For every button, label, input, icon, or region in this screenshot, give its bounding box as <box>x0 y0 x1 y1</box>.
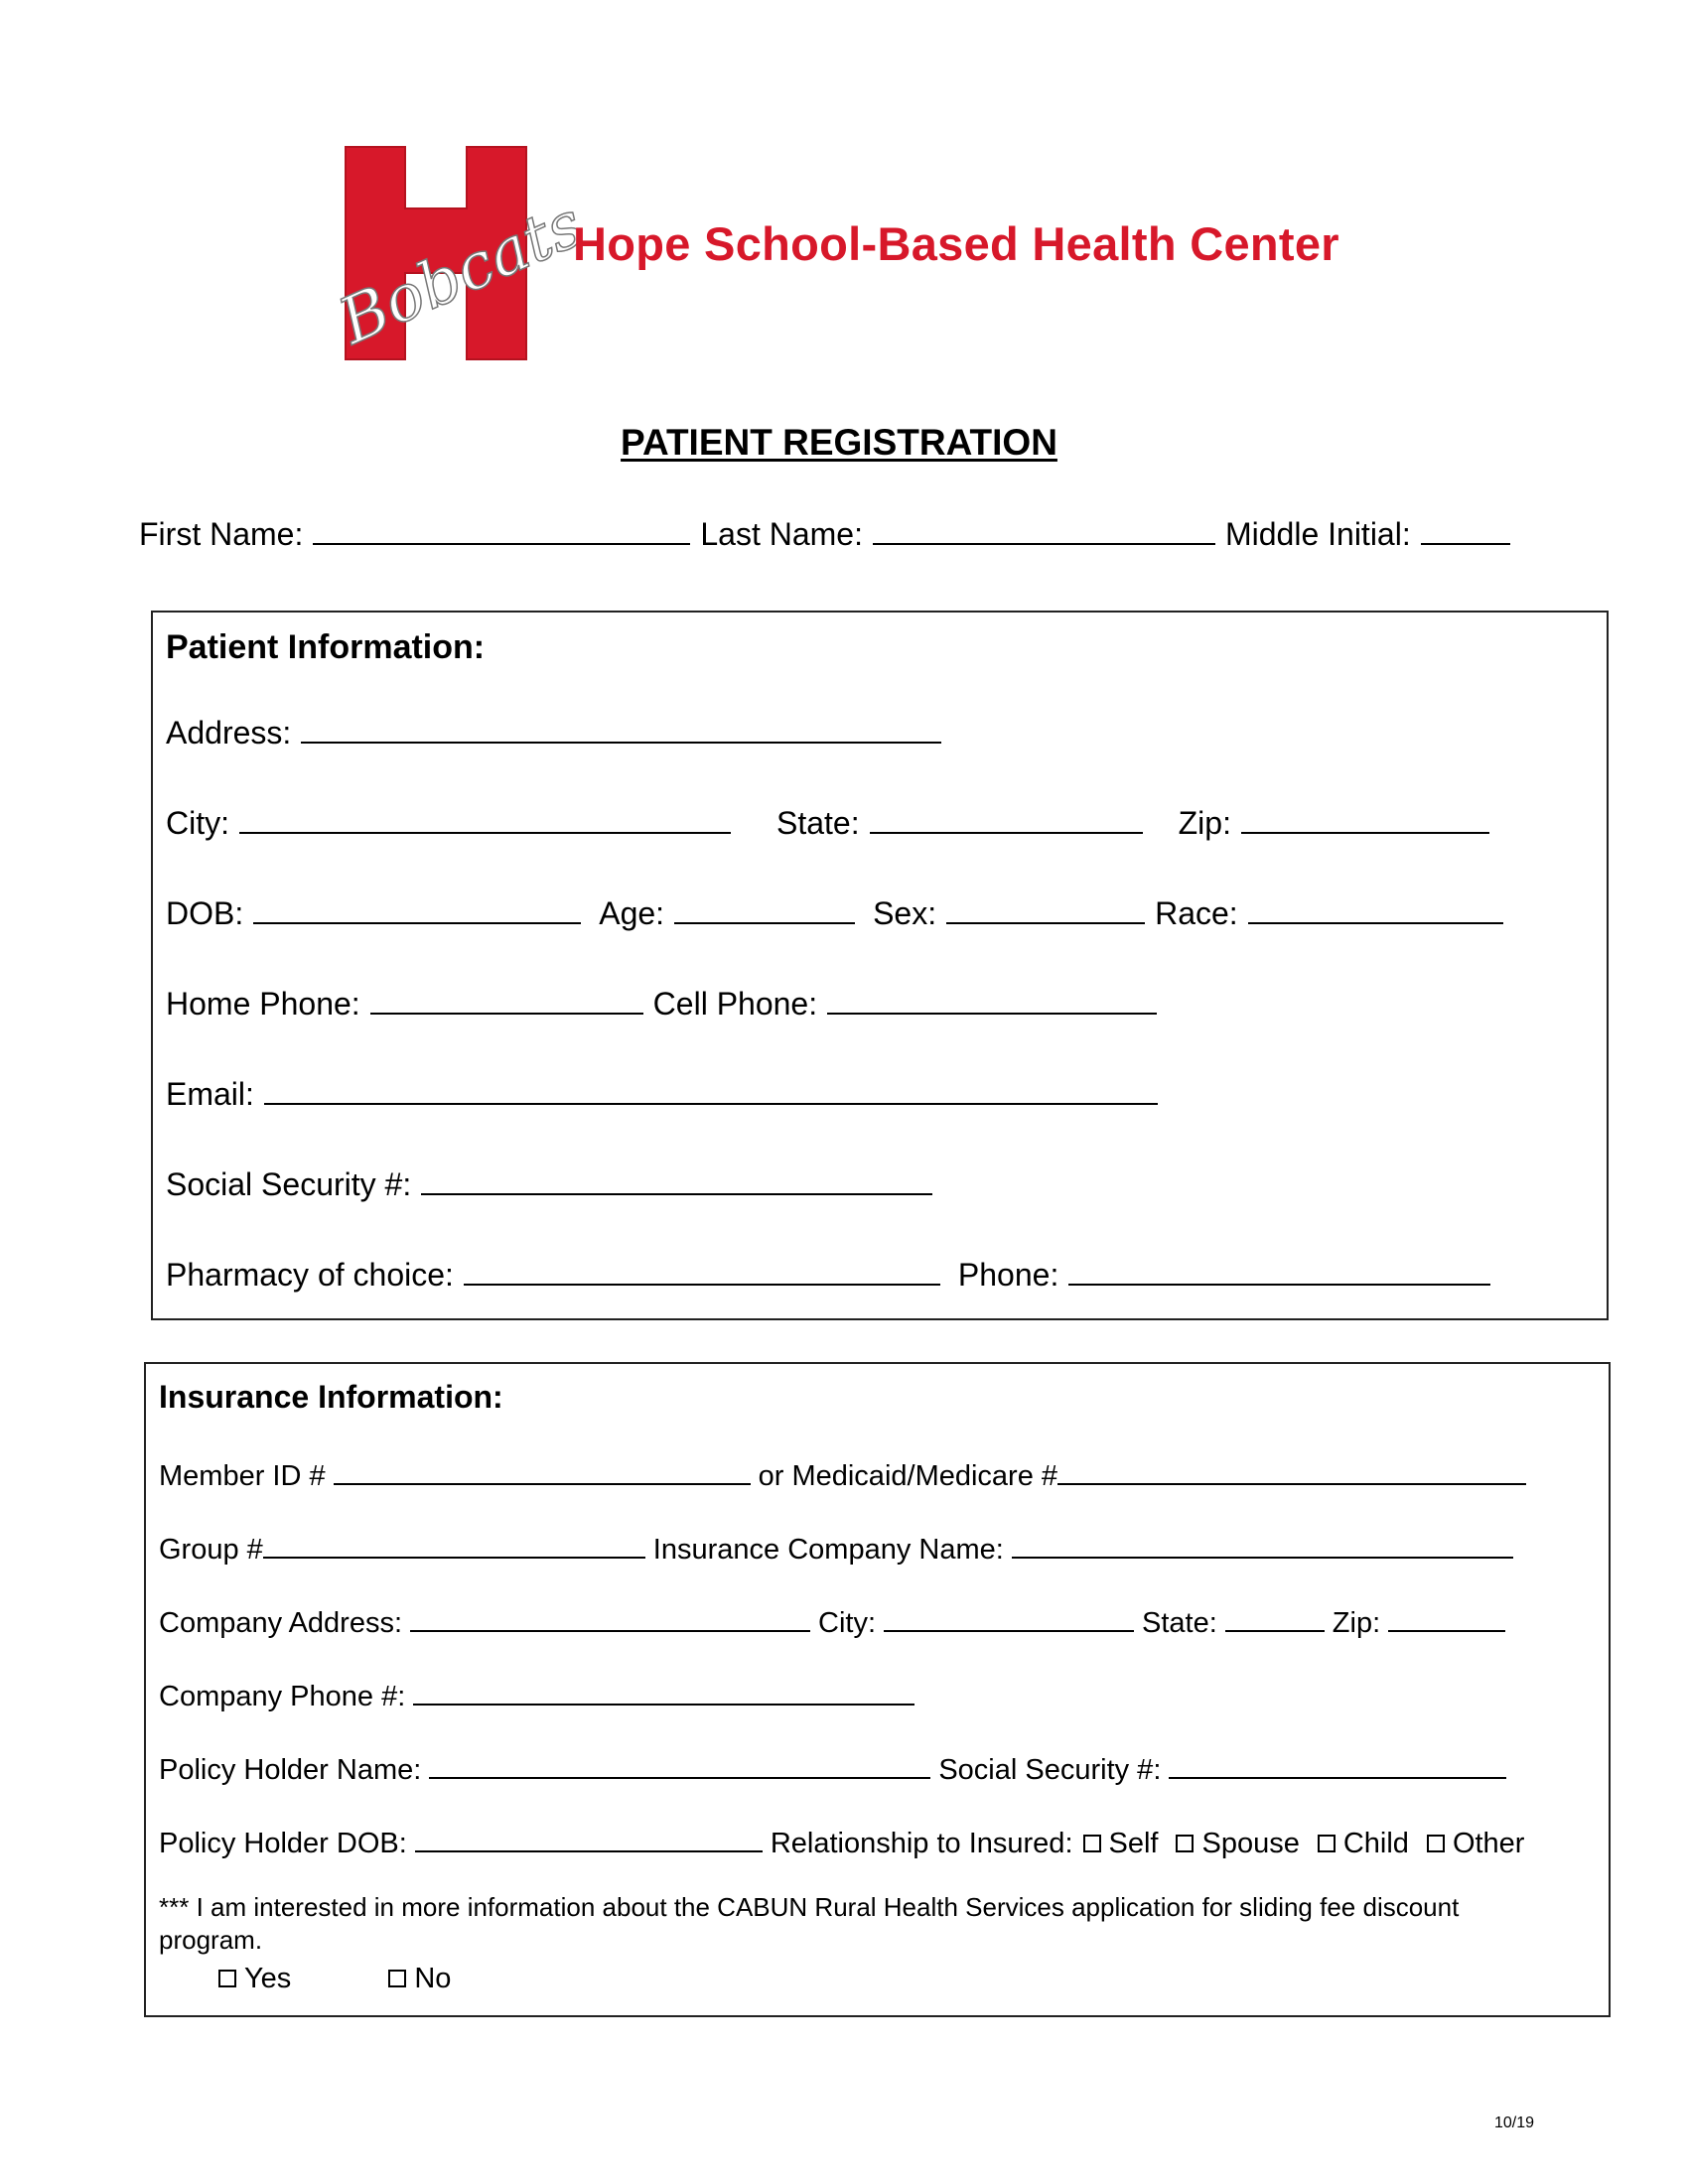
ssn-label: Social Security #: <box>166 1166 412 1202</box>
name-row <box>139 516 1510 553</box>
relationship-child-option[interactable] <box>1318 1828 1409 1860</box>
logo-script-text: Bobcats <box>329 187 595 359</box>
zip-field[interactable] <box>1241 806 1489 834</box>
company-phone-label: Company Phone #: <box>159 1681 406 1712</box>
company-phone-field[interactable] <box>413 1678 914 1706</box>
policy-holder-name-label: Policy Holder Name: <box>159 1754 422 1786</box>
relationship-label: Relationship to Insured: <box>770 1828 1073 1859</box>
no-label: No <box>414 1963 452 1994</box>
logo <box>318 139 595 367</box>
no-checkbox[interactable] <box>388 1970 406 1987</box>
child-checkbox[interactable] <box>1318 1835 1336 1852</box>
member-id-row <box>159 1457 1526 1493</box>
sliding-fee-yes-option[interactable] <box>218 1963 291 1995</box>
email-label: Email: <box>166 1076 254 1112</box>
bobcats-h-logo <box>318 139 595 367</box>
sliding-fee-interest-text: *** I am interested in more information about the CABUN Rural Health Services application for sliding fee discount program. <box>159 1892 1460 1955</box>
relationship-other-option[interactable] <box>1427 1828 1525 1860</box>
email-field[interactable] <box>264 1077 1158 1105</box>
policy-holder-dob-label: Policy Holder DOB: <box>159 1828 407 1859</box>
self-label: Self <box>1108 1828 1159 1859</box>
race-label: Race: <box>1155 895 1238 931</box>
other-label: Other <box>1452 1828 1525 1859</box>
address-row <box>166 715 941 751</box>
ssn-row <box>166 1166 932 1203</box>
sliding-fee-options <box>218 1963 451 1995</box>
pharmacy-phone-field[interactable] <box>1068 1258 1490 1286</box>
dob-field[interactable] <box>253 896 581 924</box>
pharmacy-row <box>166 1257 1490 1294</box>
company-state-label: State: <box>1142 1607 1217 1639</box>
dob-age-sex-race-row <box>166 895 1503 932</box>
yes-label: Yes <box>244 1963 292 1994</box>
insurance-info-heading: Insurance Information: <box>159 1379 503 1415</box>
company-state-field[interactable] <box>1225 1604 1325 1632</box>
medicaid-label: or Medicaid/Medicare # <box>758 1460 1058 1492</box>
page-title: PATIENT REGISTRATION <box>621 422 1057 463</box>
company-address-label: Company Address: <box>159 1607 403 1639</box>
home-phone-field[interactable] <box>370 987 643 1015</box>
city-state-zip-row <box>166 805 1489 842</box>
member-id-label: Member ID # <box>159 1460 326 1492</box>
age-label: Age: <box>599 895 665 931</box>
cell-phone-label: Cell Phone: <box>652 986 818 1022</box>
policy-holder-row <box>159 1751 1506 1787</box>
yes-checkbox[interactable] <box>218 1970 236 1987</box>
company-zip-field[interactable] <box>1388 1604 1505 1632</box>
city-field[interactable] <box>239 806 731 834</box>
middle-initial-field[interactable] <box>1421 517 1510 545</box>
company-city-label: City: <box>818 1607 877 1639</box>
group-label: Group # <box>159 1534 263 1566</box>
revision-date: 10/19 <box>1494 2115 1535 2131</box>
first-name-label: First Name: <box>139 516 304 552</box>
policy-holder-dob-row <box>159 1825 1524 1860</box>
relationship-spouse-option[interactable] <box>1176 1828 1299 1860</box>
pharmacy-field[interactable] <box>464 1258 940 1286</box>
sex-label: Sex: <box>873 895 937 931</box>
company-phone-row <box>159 1678 914 1713</box>
age-field[interactable] <box>674 896 855 924</box>
insurance-company-label: Insurance Company Name: <box>652 1534 1004 1566</box>
self-checkbox[interactable] <box>1083 1835 1101 1852</box>
cell-phone-field[interactable] <box>827 987 1157 1015</box>
company-city-field[interactable] <box>884 1604 1134 1632</box>
last-name-label: Last Name: <box>700 516 863 552</box>
home-phone-label: Home Phone: <box>166 986 360 1022</box>
ssn-field[interactable] <box>421 1167 932 1195</box>
last-name-field[interactable] <box>873 517 1215 545</box>
pharmacy-label: Pharmacy of choice: <box>166 1257 454 1293</box>
zip-label: Zip: <box>1178 805 1231 841</box>
company-zip-label: Zip: <box>1332 1607 1381 1639</box>
company-address-row <box>159 1604 1505 1640</box>
group-row <box>159 1531 1513 1567</box>
sex-field[interactable] <box>946 896 1145 924</box>
patient-info-heading: Patient Information: <box>166 628 486 666</box>
holder-ssn-field[interactable] <box>1169 1751 1506 1779</box>
pharmacy-phone-label: Phone: <box>957 1257 1059 1293</box>
child-label: Child <box>1342 1828 1409 1859</box>
group-field[interactable] <box>263 1531 645 1559</box>
medicaid-field[interactable] <box>1057 1457 1526 1485</box>
center-name: Hope School-Based Health Center <box>573 217 1339 270</box>
policy-holder-name-field[interactable] <box>429 1751 930 1779</box>
relationship-self-option[interactable] <box>1083 1828 1159 1860</box>
address-field[interactable] <box>301 716 941 744</box>
sliding-fee-no-option[interactable] <box>388 1963 451 1995</box>
email-row <box>166 1076 1158 1113</box>
state-field[interactable] <box>870 806 1143 834</box>
phones-row <box>166 986 1157 1023</box>
company-address-field[interactable] <box>410 1604 810 1632</box>
insurance-company-field[interactable] <box>1012 1531 1513 1559</box>
spouse-checkbox[interactable] <box>1176 1835 1194 1852</box>
dob-label: DOB: <box>166 895 244 931</box>
address-label: Address: <box>166 715 292 751</box>
member-id-field[interactable] <box>334 1457 751 1485</box>
spouse-label: Spouse <box>1201 1828 1300 1859</box>
policy-holder-dob-field[interactable] <box>415 1825 763 1852</box>
middle-initial-label: Middle Initial: <box>1224 516 1411 552</box>
other-checkbox[interactable] <box>1427 1835 1445 1852</box>
holder-ssn-label: Social Security #: <box>938 1754 1162 1786</box>
first-name-field[interactable] <box>313 517 690 545</box>
city-label: City: <box>166 805 229 841</box>
race-field[interactable] <box>1248 896 1503 924</box>
state-label: State: <box>776 805 860 841</box>
